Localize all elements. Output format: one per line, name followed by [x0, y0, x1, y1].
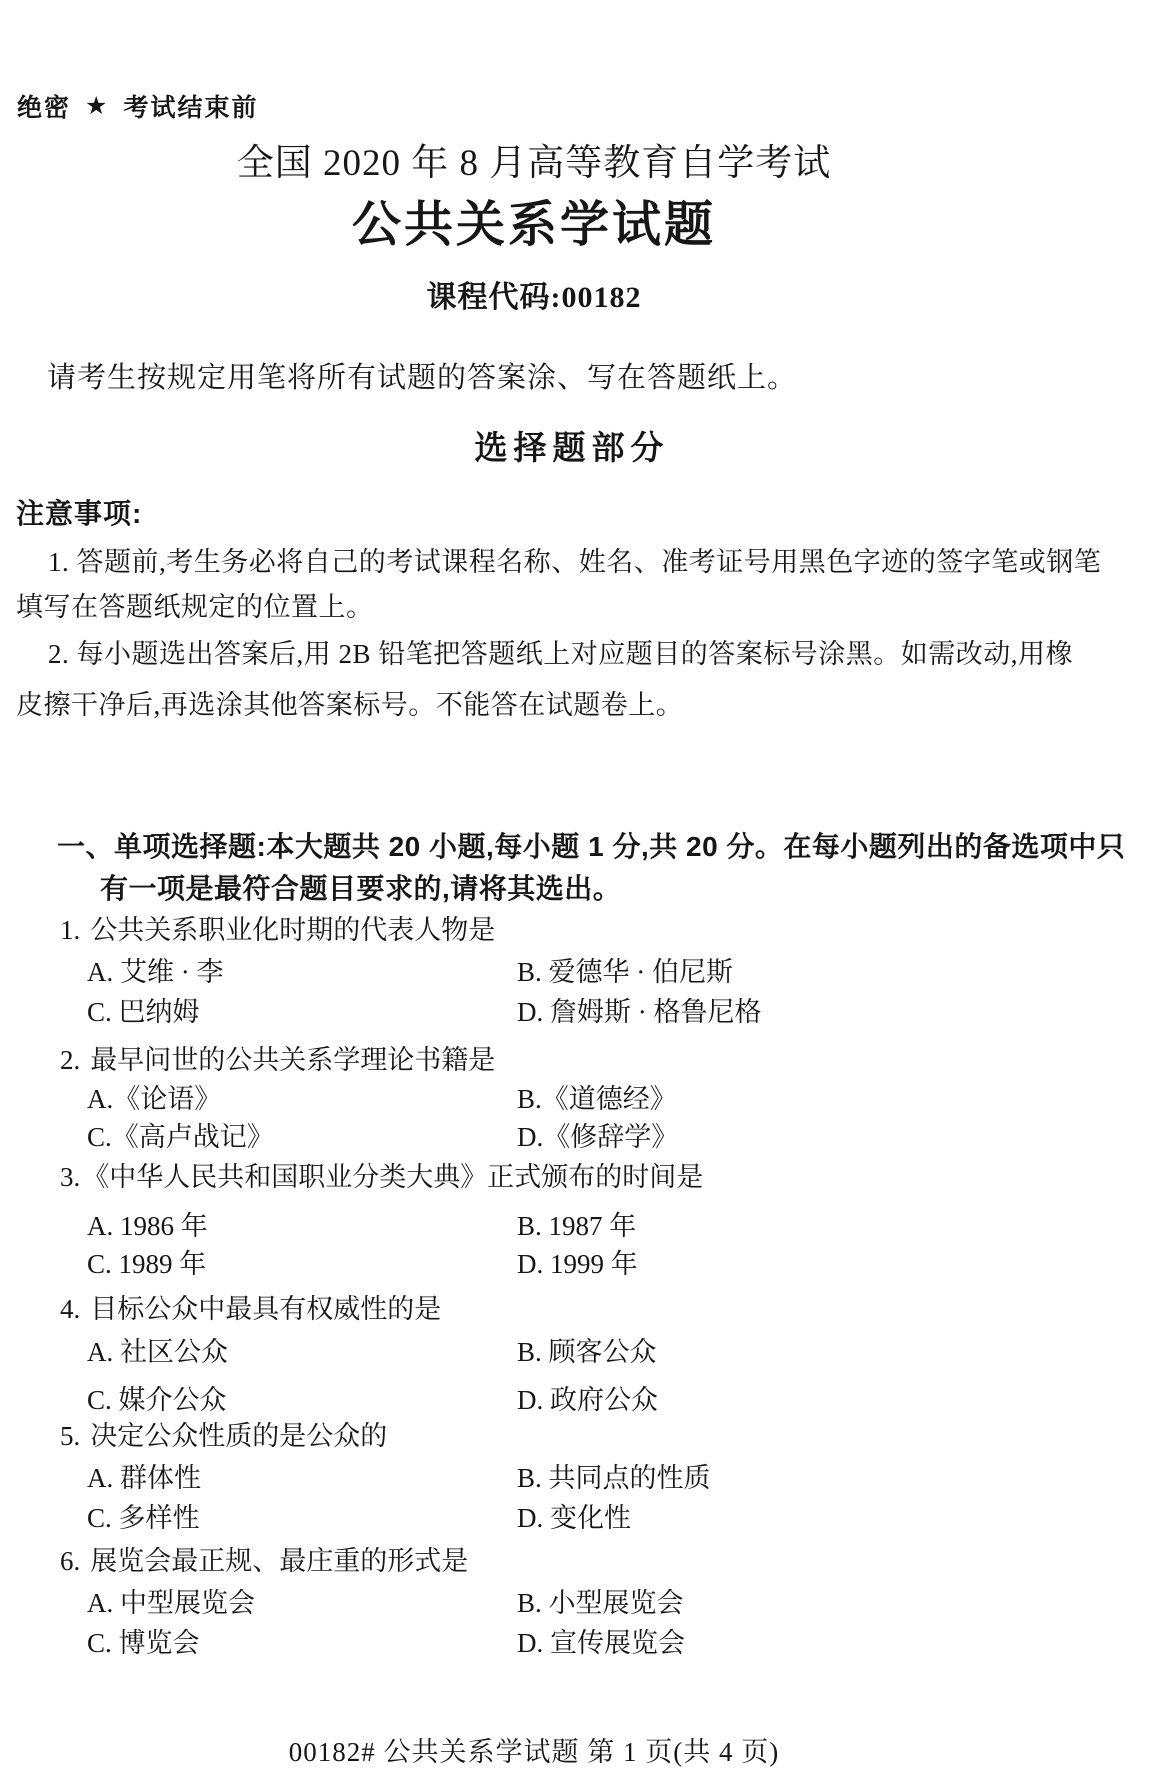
question-4-option-d: D. 政府公众 [517, 1385, 658, 1415]
note-2-line-2: 皮擦干净后,再选涂其他答案标号。不能答在试题卷上。 [16, 690, 684, 720]
question-1-number: 1. [60, 915, 81, 945]
question-1-option-c: C. 巴纳姆 [87, 997, 200, 1027]
part-one-header-line-2: 有一项是最符合题目要求的,请将其选出。 [100, 873, 622, 904]
question-6-option-a: A. 中型展览会 [87, 1588, 255, 1618]
question-2-option-a: A.《论语》 [87, 1084, 222, 1114]
question-6-text: 展览会最正规、最庄重的形式是 [90, 1546, 469, 1576]
answer-sheet-instruction: 请考生按规定用笔将所有试题的答案涂、写在答题纸上。 [47, 362, 798, 394]
question-3-number: 3. [60, 1162, 81, 1192]
star-icon: ★ [85, 92, 110, 120]
question-1 [60, 908, 495, 947]
question-6 [60, 1539, 468, 1578]
question-2-option-b: B.《道德经》 [517, 1084, 677, 1114]
security-strip [17, 88, 258, 124]
question-2-number: 2. [60, 1045, 81, 1075]
question-4-option-c: C. 媒介公众 [87, 1385, 227, 1415]
page-footer: 00182# 公共关系学试题 第 1 页(共 4 页) [288, 1737, 780, 1767]
question-4 [60, 1287, 441, 1326]
question-3-text: 《中华人民共和国职业分类大典》正式颁布的时间是 [82, 1162, 704, 1192]
note-2-line-1: 2. 每小题选出答案后,用 2B 铅笔把答题纸上对应题目的答案标号涂黑。如需改动,用橡 [48, 639, 1074, 669]
question-3-option-b: B. 1987 年 [517, 1211, 637, 1241]
question-6-option-d: D. 宣传展览会 [517, 1628, 685, 1658]
question-4-text: 目标公众中最具有权威性的是 [90, 1294, 442, 1324]
question-5-option-b: B. 共同点的性质 [517, 1463, 711, 1493]
question-1-option-d: D. 詹姆斯 · 格鲁尼格 [517, 997, 762, 1027]
classification-label: 绝密 [17, 94, 72, 122]
note-1-line-1: 1. 答题前,考生务必将自己的考试课程名称、姓名、准考证号用黑色字迹的签字笔或钢笔 [48, 547, 1102, 577]
notes-title: 注意事项: [16, 498, 143, 529]
question-1-text: 公共关系职业化时期的代表人物是 [90, 915, 496, 945]
question-5 [60, 1414, 387, 1453]
question-6-option-b: B. 小型展览会 [517, 1588, 684, 1618]
question-4-option-b: B. 顾客公众 [517, 1337, 657, 1367]
question-4-number: 4. [60, 1294, 81, 1324]
question-2 [60, 1038, 495, 1077]
question-1-option-a: A. 艾维 · 李 [87, 957, 224, 987]
course-code: 课程代码:00182 [426, 281, 642, 314]
exam-timing-label: 考试结束前 [123, 94, 259, 122]
question-3 [60, 1155, 703, 1194]
question-5-option-d: D. 变化性 [517, 1503, 631, 1533]
question-5-option-c: C. 多样性 [87, 1503, 200, 1533]
question-5-text: 决定公众性质的是公众的 [90, 1421, 388, 1451]
question-2-text: 最早问世的公共关系学理论书籍是 [90, 1045, 496, 1075]
question-2-option-c: C.《高卢战记》 [87, 1122, 274, 1152]
question-5-option-a: A. 群体性 [87, 1463, 201, 1493]
question-6-option-c: C. 博览会 [87, 1628, 200, 1658]
part-one-header-line-1: 一、单项选择题:本大题共 20 小题,每小题 1 分,共 20 分。在每小题列出的备选项中只 [57, 831, 1126, 862]
question-4-option-a: A. 社区公众 [87, 1337, 228, 1367]
question-2-option-d: D.《修辞学》 [517, 1122, 679, 1152]
question-1-option-b: B. 爱德华 · 伯尼斯 [517, 957, 733, 987]
question-6-number: 6. [60, 1546, 81, 1576]
question-3-option-d: D. 1999 年 [517, 1249, 638, 1279]
question-3-option-c: C. 1989 年 [87, 1249, 207, 1279]
section-title: 选择题部分 [474, 429, 670, 466]
note-1-line-2: 填写在答题纸规定的位置上。 [16, 592, 374, 622]
question-5-number: 5. [60, 1421, 81, 1451]
paper-title: 公共关系学试题 [351, 197, 716, 252]
question-3-option-a: A. 1986 年 [87, 1211, 208, 1241]
exam-title: 全国 2020 年 8 月高等教育自学考试 [236, 143, 832, 184]
